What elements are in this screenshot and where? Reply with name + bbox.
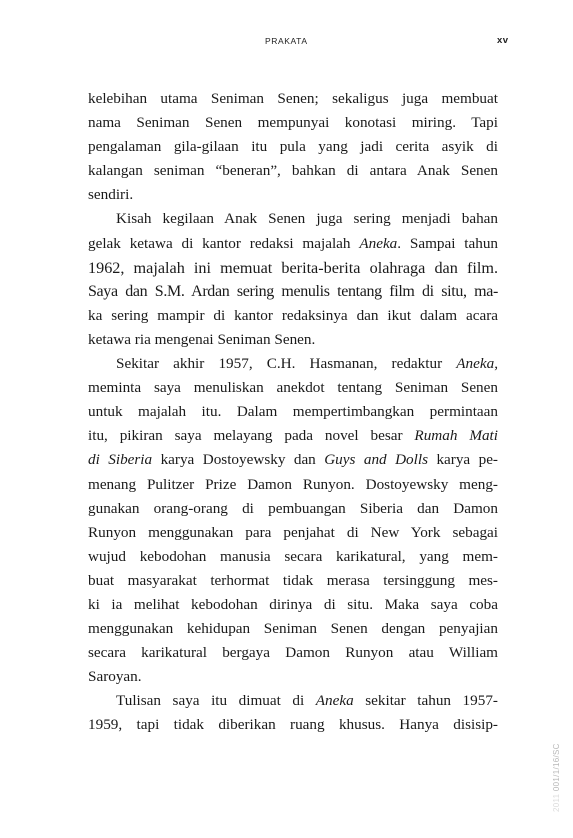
text-span: ka sering mampir di kantor redaksinya dan ikut dalam acara bbox=[88, 306, 498, 324]
magazine-title: Aneka bbox=[456, 355, 495, 373]
text-line bbox=[88, 376, 498, 400]
text-span: . Sampai tahun bbox=[397, 234, 499, 252]
text-line bbox=[88, 280, 498, 304]
text-line bbox=[88, 328, 498, 352]
text-span: Saya dan S.M. Ardan sering menulis tentang film di situ, ma- bbox=[88, 282, 498, 300]
text-span: meminta saya menuliskan anekdot tentang Seniman Senen bbox=[88, 379, 498, 397]
novel-title: Rumah Mati bbox=[414, 427, 499, 445]
scan-watermark bbox=[552, 743, 561, 812]
text-line bbox=[88, 593, 498, 617]
text-span: gelak ketawa di kantor redaksi majalah bbox=[88, 234, 360, 252]
magazine-title: Aneka bbox=[315, 692, 354, 710]
text-line bbox=[88, 569, 498, 593]
running-title: PRAKATA bbox=[265, 36, 308, 46]
text-span: karya pe- bbox=[428, 451, 498, 469]
body-text bbox=[88, 87, 498, 738]
text-span: Tulisan saya itu dimuat di bbox=[116, 692, 316, 710]
text-span: karya Dostoyewsky dan bbox=[152, 451, 325, 469]
page-number: xv bbox=[497, 35, 509, 46]
text-span: secara karikatural bergaya Damon Runyon atau William bbox=[88, 644, 498, 662]
text-line bbox=[88, 207, 498, 231]
text-span: untuk majalah itu. Dalam mempertimbangkan permintaan bbox=[88, 403, 498, 421]
text-span: gunakan orang-orang di pembuangan Siberia dan Damon bbox=[88, 499, 498, 517]
text-line bbox=[88, 232, 498, 256]
text-line bbox=[88, 521, 498, 545]
text-span: Runyon menggunakan para penjahat di New York sebagai bbox=[88, 523, 498, 541]
text-span: ki ia melihat kebodohan dirinya di situ. Maka saya coba bbox=[88, 595, 498, 613]
text-line bbox=[88, 665, 498, 689]
text-line bbox=[88, 352, 498, 376]
text-span: wujud kebodohan manusia secara karikatural, yang mem- bbox=[88, 547, 498, 565]
text-line bbox=[88, 424, 498, 448]
text-span: Saroyan. bbox=[88, 668, 142, 686]
text-span: itu, pikiran saya melayang pada novel besar bbox=[88, 427, 415, 445]
text-span: kelebihan utama Seniman Senen; sekaligus juga membuat bbox=[88, 90, 498, 107]
text-line bbox=[88, 159, 498, 183]
watermark-year: 2011 bbox=[552, 793, 561, 812]
text-line bbox=[88, 448, 498, 472]
text-span: Kisah kegilaan Anak Senen juga sering menjadi bahan bbox=[116, 210, 498, 228]
text-line bbox=[88, 256, 498, 280]
novel-title: di Siberia bbox=[88, 451, 153, 469]
text-span: 1959, tapi tidak diberikan ruang khusus. Hanya disisip- bbox=[88, 716, 498, 734]
text-span: ketawa ria mengenai Seniman Senen. bbox=[88, 330, 316, 348]
text-line bbox=[88, 689, 498, 713]
text-line bbox=[88, 135, 498, 159]
text-span: buat masyarakat terhormat tidak merasa tersinggung mes- bbox=[88, 571, 498, 589]
text-span: pengalaman gila-gilaan itu pula yang jadi cerita asyik di bbox=[88, 138, 498, 156]
text-span: kalangan seniman “beneran”, bahkan di antara Anak Senen bbox=[88, 162, 498, 180]
text-line bbox=[88, 713, 498, 737]
text-line bbox=[88, 87, 498, 111]
text-span: nama Seniman Senen mempunyai konotasi miring. Tapi bbox=[88, 114, 498, 132]
text-line bbox=[88, 641, 498, 665]
text-line bbox=[88, 183, 498, 207]
text-span: 1962, majalah ini memuat berita-berita olahraga dan film. bbox=[88, 258, 498, 277]
text-span: sendiri. bbox=[88, 186, 134, 204]
text-line bbox=[88, 617, 498, 641]
text-line bbox=[88, 111, 498, 135]
text-span: sekitar tahun 1957- bbox=[353, 692, 498, 710]
magazine-title: Aneka bbox=[359, 234, 398, 252]
text-span: menggunakan kehidupan Seniman Senen dengan penyajian bbox=[88, 620, 498, 638]
page-header bbox=[0, 36, 573, 50]
novel-title: Guys and Dolls bbox=[324, 451, 428, 469]
text-line bbox=[88, 473, 498, 497]
watermark-code: 001/1/16/SC bbox=[552, 743, 561, 792]
text-line bbox=[88, 400, 498, 424]
text-span: menang Pulitzer Prize Damon Runyon. Dostoyewsky meng- bbox=[88, 475, 498, 493]
text-line bbox=[88, 545, 498, 569]
text-span: Sekitar akhir 1957, C.H. Hasmanan, redaktur bbox=[116, 355, 457, 373]
text-line bbox=[88, 304, 498, 328]
text-line bbox=[88, 497, 498, 521]
text-span: , bbox=[494, 355, 498, 373]
